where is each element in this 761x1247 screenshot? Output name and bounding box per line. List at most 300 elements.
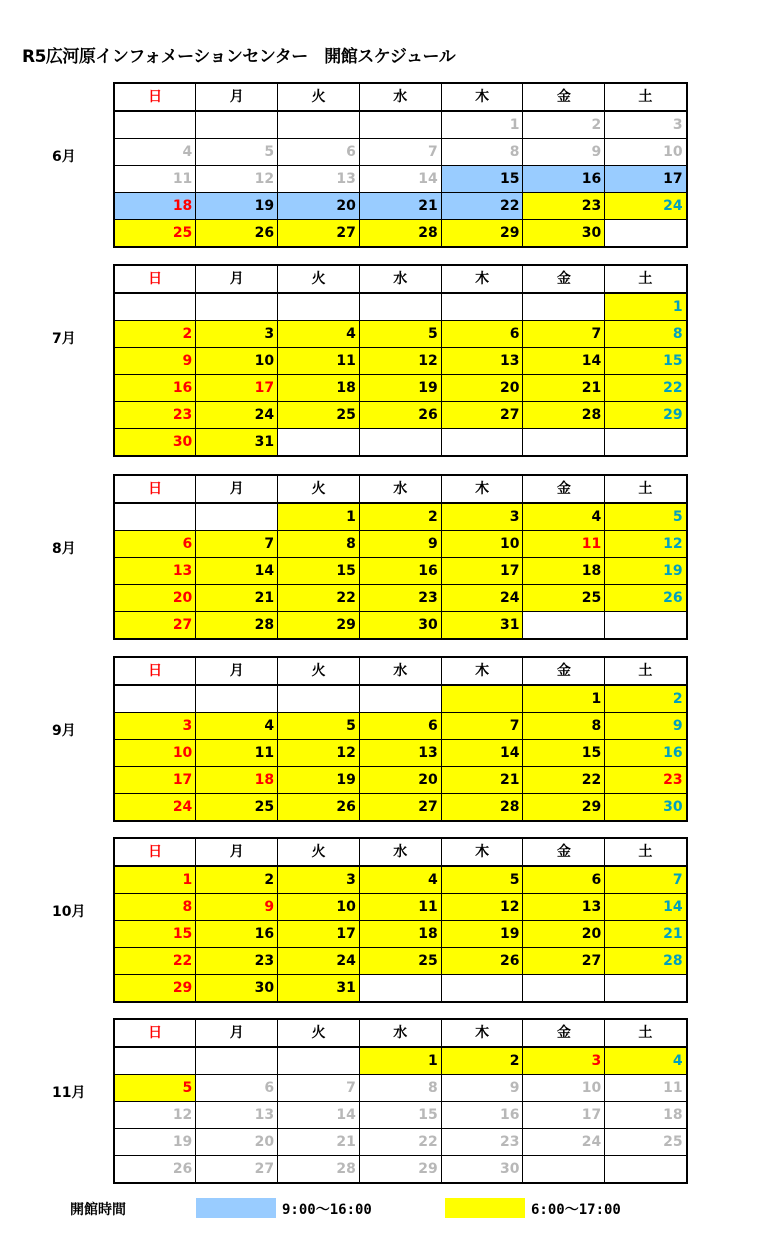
day-cell: 14: [523, 348, 605, 375]
week-row: [114, 139, 687, 166]
week-row: [114, 975, 687, 1003]
day-cell: 28: [196, 612, 278, 640]
day-cell: [114, 1047, 196, 1075]
legend-swatch-yellow: [445, 1198, 525, 1218]
day-cell: 12: [114, 1102, 196, 1129]
page-title: R5広河原インフォメーションセンター 開館スケジュール: [22, 47, 456, 67]
day-cell: [196, 1047, 278, 1075]
day-cell: 24: [441, 585, 523, 612]
month-calendar-table: [113, 264, 688, 457]
day-cell: 22: [523, 767, 605, 794]
day-cell: 18: [196, 767, 278, 794]
day-cell: 8: [114, 894, 196, 921]
legend-text-blue: 9:00～16:00: [282, 1202, 372, 1218]
day-cell: 14: [278, 1102, 360, 1129]
day-cell: 26: [441, 948, 523, 975]
day-cell: 19: [359, 375, 441, 402]
week-row: [114, 1156, 687, 1184]
day-cell: 27: [441, 402, 523, 429]
day-cell: 2: [196, 866, 278, 894]
week-row: [114, 429, 687, 457]
day-cell: [605, 612, 687, 640]
week-row: [114, 193, 687, 220]
day-cell: 8: [441, 139, 523, 166]
day-cell: 26: [114, 1156, 196, 1184]
day-cell: 16: [605, 740, 687, 767]
day-cell: 29: [441, 220, 523, 248]
day-cell: 11: [605, 1075, 687, 1102]
day-cell: 27: [523, 948, 605, 975]
day-cell: 23: [605, 767, 687, 794]
day-cell: 16: [441, 1102, 523, 1129]
day-cell: 26: [278, 794, 360, 822]
day-cell: 3: [114, 713, 196, 740]
day-cell: 15: [359, 1102, 441, 1129]
day-cell: 1: [441, 111, 523, 139]
weekday-header: 月: [196, 265, 278, 293]
day-cell: 25: [359, 948, 441, 975]
day-cell: 12: [441, 894, 523, 921]
weekday-header: 火: [278, 1019, 360, 1047]
week-row: [114, 767, 687, 794]
day-cell: 6: [196, 1075, 278, 1102]
day-cell: 7: [523, 321, 605, 348]
day-cell: [359, 685, 441, 713]
day-cell: [441, 429, 523, 457]
weekday-header: 日: [114, 475, 196, 503]
day-cell: 27: [114, 612, 196, 640]
day-cell: [278, 111, 360, 139]
week-row: [114, 685, 687, 713]
day-cell: 25: [114, 220, 196, 248]
day-cell: 22: [278, 585, 360, 612]
day-cell: 6: [114, 531, 196, 558]
day-cell: 9: [441, 1075, 523, 1102]
day-cell: [359, 975, 441, 1003]
day-cell: [605, 220, 687, 248]
day-cell: 29: [114, 975, 196, 1003]
day-cell: [196, 503, 278, 531]
day-cell: 10: [196, 348, 278, 375]
day-cell: 5: [114, 1075, 196, 1102]
day-cell: 8: [278, 531, 360, 558]
day-cell: 16: [114, 375, 196, 402]
day-cell: 10: [523, 1075, 605, 1102]
day-cell: 3: [441, 503, 523, 531]
legend-title: 開館時間: [70, 1202, 126, 1218]
day-cell: 12: [196, 166, 278, 193]
day-cell: 11: [278, 348, 360, 375]
day-cell: 31: [196, 429, 278, 457]
day-cell: 23: [359, 585, 441, 612]
day-cell: 26: [196, 220, 278, 248]
day-cell: 21: [359, 193, 441, 220]
day-cell: 16: [523, 166, 605, 193]
week-row: [114, 166, 687, 193]
weekday-header: 木: [441, 1019, 523, 1047]
day-cell: 24: [278, 948, 360, 975]
day-cell: [605, 975, 687, 1003]
weekday-header-row: [114, 265, 687, 293]
day-cell: 1: [605, 293, 687, 321]
day-cell: 11: [523, 531, 605, 558]
day-cell: 15: [114, 921, 196, 948]
weekday-header: 日: [114, 838, 196, 866]
day-cell: 1: [359, 1047, 441, 1075]
weekday-header: 土: [605, 83, 687, 111]
day-cell: 21: [605, 921, 687, 948]
day-cell: 26: [605, 585, 687, 612]
day-cell: 29: [278, 612, 360, 640]
week-row: [114, 612, 687, 640]
day-cell: 10: [278, 894, 360, 921]
weekday-header: 火: [278, 475, 360, 503]
weekday-header: 金: [523, 83, 605, 111]
week-row: [114, 866, 687, 894]
day-cell: 13: [441, 348, 523, 375]
day-cell: [196, 685, 278, 713]
day-cell: 12: [605, 531, 687, 558]
day-cell: 7: [605, 866, 687, 894]
day-cell: [523, 975, 605, 1003]
weekday-header: 火: [278, 265, 360, 293]
day-cell: 13: [196, 1102, 278, 1129]
month-calendar-table: [113, 837, 688, 1003]
day-cell: 4: [359, 866, 441, 894]
day-cell: 13: [359, 740, 441, 767]
day-cell: [196, 293, 278, 321]
week-row: [114, 1129, 687, 1156]
weekday-header: 土: [605, 838, 687, 866]
week-row: [114, 713, 687, 740]
day-cell: [278, 293, 360, 321]
day-cell: 3: [523, 1047, 605, 1075]
day-cell: 14: [196, 558, 278, 585]
day-cell: [359, 293, 441, 321]
day-cell: 19: [278, 767, 360, 794]
day-cell: 14: [441, 740, 523, 767]
day-cell: 3: [605, 111, 687, 139]
weekday-header: 水: [359, 657, 441, 685]
day-cell: 19: [605, 558, 687, 585]
day-cell: 31: [278, 975, 360, 1003]
day-cell: 5: [441, 866, 523, 894]
weekday-header: 木: [441, 838, 523, 866]
day-cell: 28: [278, 1156, 360, 1184]
day-cell: 6: [359, 713, 441, 740]
day-cell: 18: [605, 1102, 687, 1129]
day-cell: 21: [196, 585, 278, 612]
day-cell: 30: [441, 1156, 523, 1184]
week-row: [114, 321, 687, 348]
legend-text-yellow: 6:00～17:00: [531, 1202, 621, 1218]
month-label: 11月: [52, 1085, 86, 1101]
weekday-header: 火: [278, 83, 360, 111]
day-cell: 15: [441, 166, 523, 193]
day-cell: 21: [523, 375, 605, 402]
day-cell: 7: [196, 531, 278, 558]
day-cell: 28: [441, 794, 523, 822]
day-cell: [441, 685, 523, 713]
month-label: 8月: [52, 541, 76, 557]
day-cell: [278, 1047, 360, 1075]
day-cell: 17: [278, 921, 360, 948]
day-cell: 19: [114, 1129, 196, 1156]
week-row: [114, 1102, 687, 1129]
day-cell: [441, 293, 523, 321]
day-cell: 19: [441, 921, 523, 948]
weekday-header: 日: [114, 1019, 196, 1047]
day-cell: [605, 1156, 687, 1184]
day-cell: [278, 685, 360, 713]
weekday-header: 火: [278, 657, 360, 685]
day-cell: 30: [114, 429, 196, 457]
day-cell: 4: [196, 713, 278, 740]
day-cell: 4: [605, 1047, 687, 1075]
day-cell: 7: [359, 139, 441, 166]
day-cell: [114, 503, 196, 531]
day-cell: 24: [114, 794, 196, 822]
weekday-header: 金: [523, 838, 605, 866]
weekday-header: 火: [278, 838, 360, 866]
weekday-header: 土: [605, 1019, 687, 1047]
day-cell: 2: [523, 111, 605, 139]
weekday-header-row: [114, 475, 687, 503]
day-cell: 30: [523, 220, 605, 248]
day-cell: 1: [278, 503, 360, 531]
weekday-header: 木: [441, 83, 523, 111]
day-cell: 11: [196, 740, 278, 767]
weekday-header: 土: [605, 657, 687, 685]
week-row: [114, 1075, 687, 1102]
day-cell: 6: [278, 139, 360, 166]
day-cell: [114, 111, 196, 139]
weekday-header: 日: [114, 83, 196, 111]
day-cell: 17: [441, 558, 523, 585]
week-row: [114, 558, 687, 585]
day-cell: 28: [605, 948, 687, 975]
weekday-header-row: [114, 657, 687, 685]
day-cell: 22: [605, 375, 687, 402]
day-cell: 15: [523, 740, 605, 767]
week-row: [114, 531, 687, 558]
day-cell: 13: [523, 894, 605, 921]
day-cell: 10: [114, 740, 196, 767]
day-cell: 18: [114, 193, 196, 220]
legend: [0, 1197, 761, 1221]
day-cell: 4: [278, 321, 360, 348]
day-cell: 17: [523, 1102, 605, 1129]
day-cell: 2: [605, 685, 687, 713]
week-row: [114, 503, 687, 531]
day-cell: 3: [196, 321, 278, 348]
day-cell: 6: [441, 321, 523, 348]
day-cell: 6: [523, 866, 605, 894]
day-cell: 14: [359, 166, 441, 193]
day-cell: [523, 293, 605, 321]
legend-swatch-blue: [196, 1198, 276, 1218]
day-cell: 5: [359, 321, 441, 348]
week-row: [114, 111, 687, 139]
weekday-header: 金: [523, 1019, 605, 1047]
day-cell: 2: [114, 321, 196, 348]
month-calendar-table: [113, 82, 688, 248]
day-cell: 16: [196, 921, 278, 948]
day-cell: 20: [441, 375, 523, 402]
day-cell: 16: [359, 558, 441, 585]
day-cell: [359, 429, 441, 457]
day-cell: 2: [441, 1047, 523, 1075]
day-cell: 21: [441, 767, 523, 794]
day-cell: 5: [196, 139, 278, 166]
weekday-header-row: [114, 838, 687, 866]
day-cell: 23: [523, 193, 605, 220]
weekday-header: 水: [359, 265, 441, 293]
day-cell: 20: [523, 921, 605, 948]
weekday-header: 木: [441, 657, 523, 685]
week-row: [114, 585, 687, 612]
day-cell: 9: [605, 713, 687, 740]
weekday-header: 土: [605, 265, 687, 293]
day-cell: 3: [278, 866, 360, 894]
month-label: 6月: [52, 149, 76, 165]
day-cell: 23: [114, 402, 196, 429]
day-cell: 11: [114, 166, 196, 193]
day-cell: 20: [359, 767, 441, 794]
day-cell: 9: [523, 139, 605, 166]
day-cell: 10: [605, 139, 687, 166]
day-cell: 29: [359, 1156, 441, 1184]
week-row: [114, 375, 687, 402]
day-cell: 23: [441, 1129, 523, 1156]
month-label: 7月: [52, 331, 76, 347]
day-cell: 1: [114, 866, 196, 894]
month-calendar-table: [113, 1018, 688, 1184]
day-cell: [114, 685, 196, 713]
day-cell: 9: [359, 531, 441, 558]
day-cell: 15: [278, 558, 360, 585]
day-cell: 24: [605, 193, 687, 220]
day-cell: 23: [196, 948, 278, 975]
day-cell: 31: [441, 612, 523, 640]
day-cell: 22: [114, 948, 196, 975]
weekday-header: 月: [196, 657, 278, 685]
day-cell: [196, 111, 278, 139]
weekday-header-row: [114, 1019, 687, 1047]
day-cell: 22: [359, 1129, 441, 1156]
day-cell: 8: [605, 321, 687, 348]
day-cell: 30: [359, 612, 441, 640]
day-cell: 21: [278, 1129, 360, 1156]
day-cell: 18: [278, 375, 360, 402]
weekday-header: 木: [441, 265, 523, 293]
week-row: [114, 220, 687, 248]
day-cell: 15: [605, 348, 687, 375]
day-cell: 17: [605, 166, 687, 193]
day-cell: [441, 975, 523, 1003]
day-cell: 27: [278, 220, 360, 248]
day-cell: 1: [523, 685, 605, 713]
weekday-header: 土: [605, 475, 687, 503]
day-cell: 5: [278, 713, 360, 740]
day-cell: 25: [523, 585, 605, 612]
day-cell: 8: [359, 1075, 441, 1102]
day-cell: 4: [114, 139, 196, 166]
week-row: [114, 948, 687, 975]
day-cell: 20: [278, 193, 360, 220]
day-cell: 2: [359, 503, 441, 531]
week-row: [114, 402, 687, 429]
day-cell: [114, 293, 196, 321]
day-cell: [359, 111, 441, 139]
weekday-header: 月: [196, 475, 278, 503]
day-cell: 5: [605, 503, 687, 531]
weekday-header: 金: [523, 475, 605, 503]
day-cell: 7: [441, 713, 523, 740]
week-row: [114, 921, 687, 948]
day-cell: 9: [114, 348, 196, 375]
day-cell: 11: [359, 894, 441, 921]
day-cell: 29: [605, 402, 687, 429]
day-cell: 28: [359, 220, 441, 248]
day-cell: 9: [196, 894, 278, 921]
day-cell: 17: [196, 375, 278, 402]
day-cell: 10: [441, 531, 523, 558]
day-cell: [523, 612, 605, 640]
month-label: 10月: [52, 904, 86, 920]
week-row: [114, 740, 687, 767]
day-cell: 22: [441, 193, 523, 220]
day-cell: 24: [196, 402, 278, 429]
week-row: [114, 348, 687, 375]
day-cell: 12: [278, 740, 360, 767]
weekday-header: 水: [359, 83, 441, 111]
day-cell: 20: [196, 1129, 278, 1156]
day-cell: 13: [114, 558, 196, 585]
day-cell: 4: [523, 503, 605, 531]
day-cell: [523, 429, 605, 457]
weekday-header: 金: [523, 265, 605, 293]
month-calendar-table: [113, 474, 688, 640]
weekday-header: 水: [359, 1019, 441, 1047]
day-cell: 25: [605, 1129, 687, 1156]
day-cell: 14: [605, 894, 687, 921]
weekday-header: 木: [441, 475, 523, 503]
day-cell: 18: [359, 921, 441, 948]
weekday-header: 金: [523, 657, 605, 685]
day-cell: 29: [523, 794, 605, 822]
weekday-header: 日: [114, 265, 196, 293]
day-cell: 25: [278, 402, 360, 429]
day-cell: 25: [196, 794, 278, 822]
week-row: [114, 894, 687, 921]
day-cell: 30: [196, 975, 278, 1003]
day-cell: 8: [523, 713, 605, 740]
day-cell: 20: [114, 585, 196, 612]
day-cell: 24: [523, 1129, 605, 1156]
weekday-header: 水: [359, 475, 441, 503]
day-cell: 27: [359, 794, 441, 822]
day-cell: 18: [523, 558, 605, 585]
weekday-header: 月: [196, 83, 278, 111]
weekday-header: 日: [114, 657, 196, 685]
day-cell: 27: [196, 1156, 278, 1184]
month-label: 9月: [52, 723, 76, 739]
week-row: [114, 1047, 687, 1075]
month-calendar-table: [113, 656, 688, 822]
day-cell: 17: [114, 767, 196, 794]
weekday-header: 月: [196, 1019, 278, 1047]
